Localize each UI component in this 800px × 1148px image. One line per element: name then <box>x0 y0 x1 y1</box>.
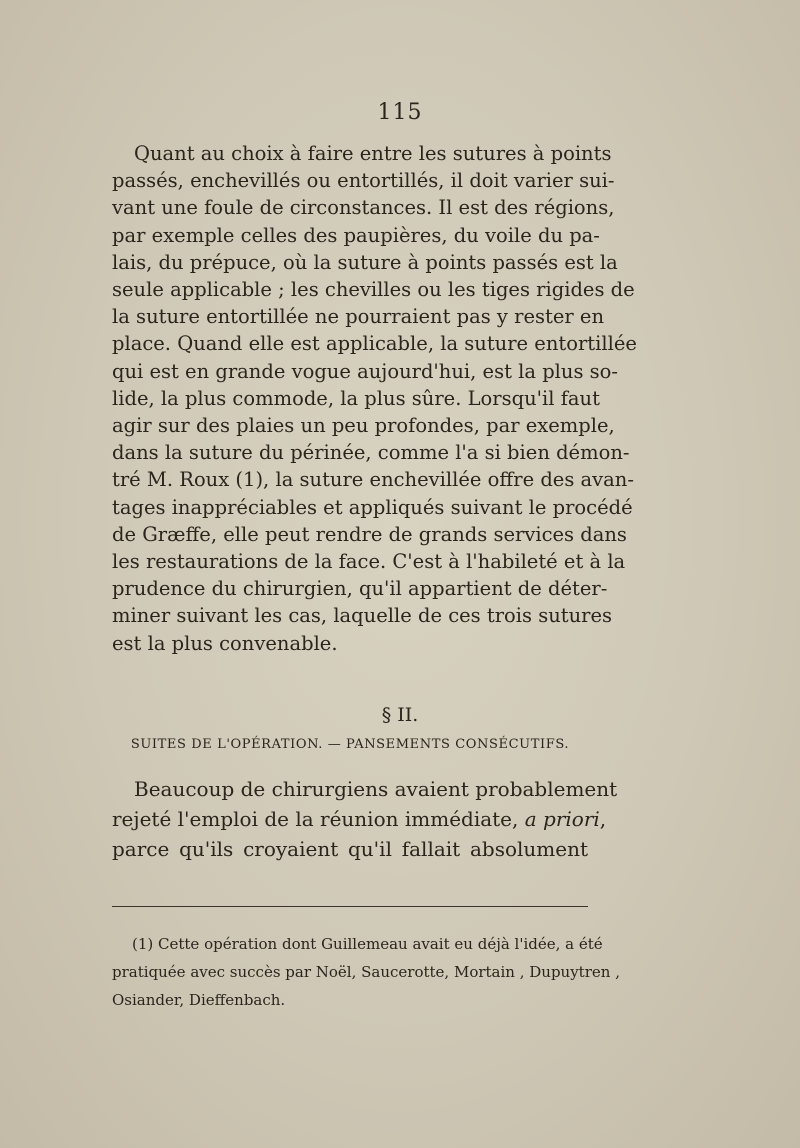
text-line: dans la suture du périnée, comme l'a si bien démon- <box>112 441 630 465</box>
text-line: seule applicable ; les chevilles ou les tiges rigides de <box>112 278 635 302</box>
text-line: prudence du chirurgien, qu'il appartient de déter- <box>112 577 608 601</box>
page-number: 115 <box>377 100 423 125</box>
paragraph-immediate-union <box>112 774 618 864</box>
text-line: de Græffe, elle peut rendre de grands services dans <box>112 522 627 546</box>
text-line: Quant au choix à faire entre les sutures à points <box>134 142 612 165</box>
paragraph-sutures <box>112 140 637 657</box>
text-line: agir sur des plaies un peu profondes, par exemple, <box>112 414 615 438</box>
footnote-line: pratiquée avec succès par Noël, Saucerotte, Mortain , Dupuytren , <box>112 963 620 981</box>
text-line: par exemple celles des paupières, du voile du pa- <box>112 223 600 247</box>
text-line: passés, enchevillés ou entortillés, il doit varier sui- <box>112 169 615 193</box>
text-line: Beaucoup de chirurgiens avaient probablement <box>134 777 618 801</box>
text-line: place. Quand elle est applicable, la suture entortillée <box>112 332 637 356</box>
text-segment: , <box>599 807 607 831</box>
italic-latin-phrase: a priori <box>524 807 600 831</box>
text-line: vant une foule de circonstances. Il est des régions, <box>112 196 615 220</box>
footnote-line: Osiander, Dieffenbach. <box>112 991 286 1009</box>
section-number: § II. <box>381 704 419 726</box>
text-line: tré M. Roux (1), la suture enchevillée offre des avan- <box>112 468 634 492</box>
text-line: tages inappréciables et appliqués suivant le procédé <box>112 495 633 519</box>
section-title: SUITES DE L'OPÉRATION. — PANSEMENTS CONSÉCUTIFS. <box>130 737 570 752</box>
footnote-divider <box>112 906 588 907</box>
text-line: parce qu'ils croyaient qu'il fallait absolument <box>112 837 588 861</box>
text-line: les restaurations de la face. C'est à l'habileté et à la <box>112 550 626 574</box>
text-line: lais, du prépuce, où la suture à points passés est la <box>112 250 618 274</box>
text-line-with-italic <box>112 804 607 834</box>
text-line: la suture entortillée ne pourraient pas y rester en <box>112 305 605 329</box>
text-segment: rejeté l'emploi de la réunion immédiate, <box>112 807 525 831</box>
footnote-line: (1) Cette opération dont Guillemeau avait eu déjà l'idée, a été <box>132 935 603 953</box>
text-line: est la plus convenable. <box>112 631 338 655</box>
text-line: miner suivant les cas, laquelle de ces trois sutures <box>112 604 613 628</box>
text-line: qui est en grande vogue aujourd'hui, est la plus so- <box>112 359 619 383</box>
text-line: lide, la plus commode, la plus sûre. Lorsqu'il faut <box>112 386 600 410</box>
footnote <box>112 930 620 1014</box>
